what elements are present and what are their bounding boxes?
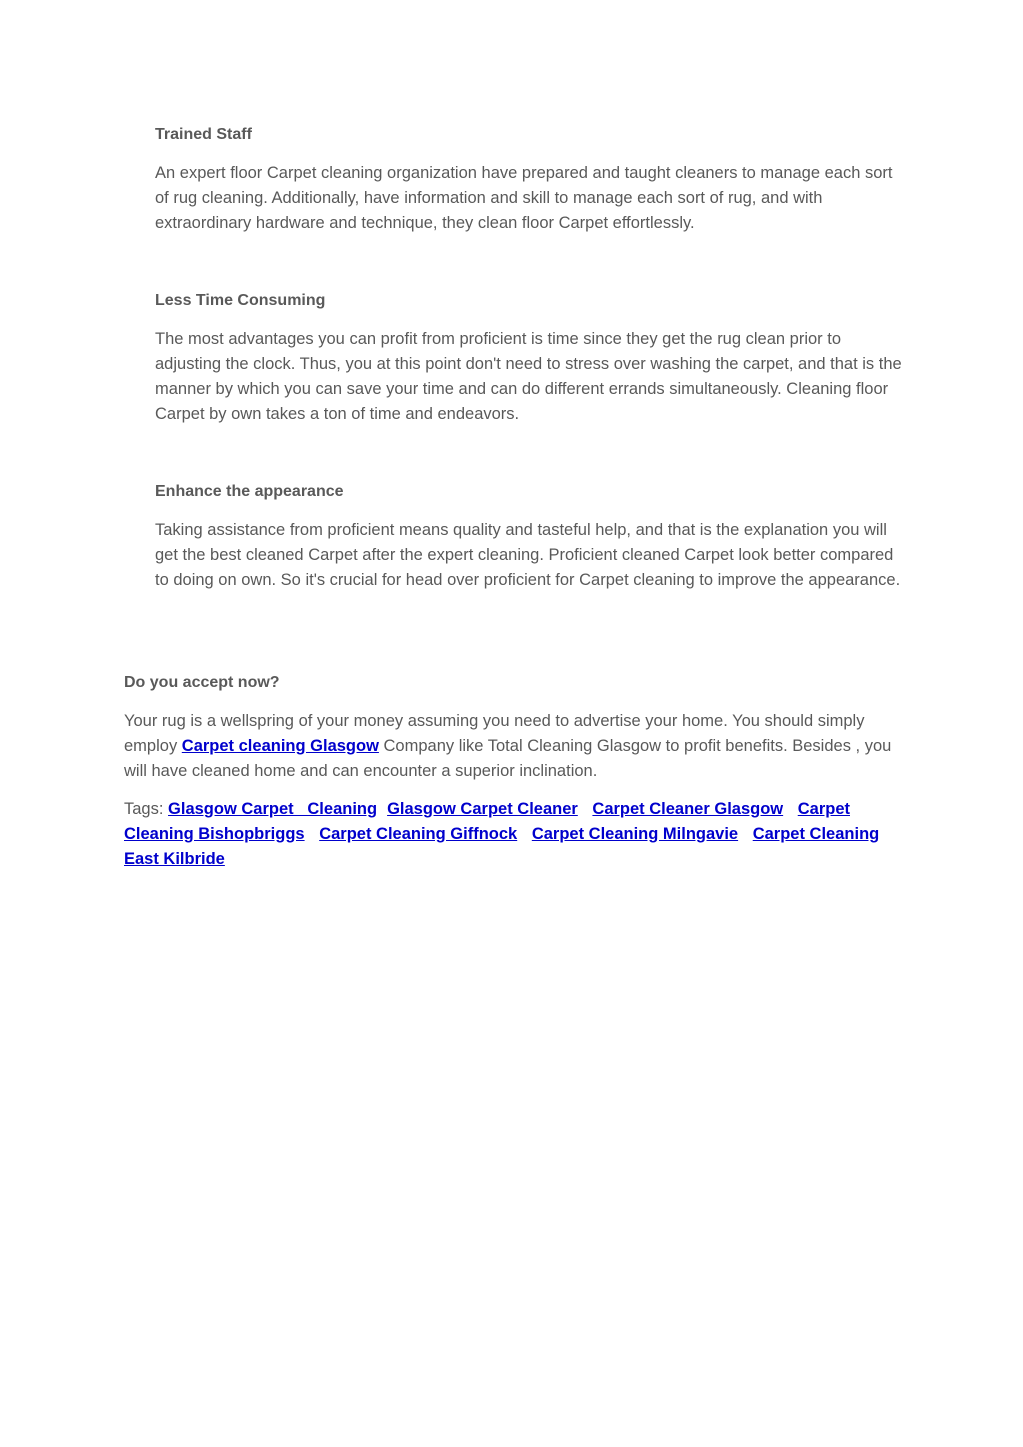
conclusion-text-before: Your rug is a wellspring of your money assuming you need to advertise your home. You should simply employ (124, 712, 865, 755)
section-body: Taking assistance from proficient means quality and tasteful help, and that is the explanation you will get the best cleaned Carpet after the expert cleaning. Proficient cleaned Carpet look better compared to doing on own. So it's crucial for head over proficient for Carpet cleaning to improve the appearance. (155, 521, 901, 589)
conclusion-body (124, 709, 904, 784)
conclusion-text-after: Company like Total Cleaning Glasgow to profit benefits. Besides , you will have cleaned home and can encounter a superior inclination. (124, 737, 892, 780)
section-heading: Less Time Consuming (155, 292, 326, 309)
tag-link[interactable]: Carpet Cleaning Milngavie (531, 825, 739, 843)
section-less-time-consuming (155, 291, 905, 427)
tags-list (124, 797, 904, 872)
tags-section (124, 797, 904, 872)
tag-link[interactable]: Carpet Cleaning Giffnock (319, 825, 518, 843)
section-trained-staff (155, 125, 905, 236)
tag-link[interactable]: Carpet Cleaning East Kilbride (124, 825, 880, 868)
carpet-cleaning-glasgow-link[interactable]: Carpet cleaning Glasgow (181, 737, 379, 755)
tag-link[interactable]: Glasgow Carpet Cleaner (387, 800, 578, 818)
tag-link[interactable]: Carpet Cleaning Bishopbriggs (124, 800, 850, 843)
tag-link[interactable]: Glasgow Carpet Cleaning (168, 800, 378, 818)
tag-link[interactable]: Carpet Cleaner Glasgow (592, 800, 784, 818)
conclusion-heading: Do you accept now? (124, 674, 280, 691)
conclusion-section (124, 673, 904, 784)
section-body: The most advantages you can profit from proficient is time since they get the rug clean prior to adjusting the clock. Thus, you at this point don't need to stress over washing the carpet, and that is the manner by which you can save your time and can do different errands simultaneously. Cleaning floor Carpet by own takes a ton of time and endeavors. (155, 330, 902, 423)
tags-label: Tags: (124, 800, 169, 818)
section-enhance-appearance (155, 482, 905, 593)
section-body: An expert floor Carpet cleaning organization have prepared and taught cleaners to manage each sort of rug cleaning. Additionally, have information and skill to manage each sort of rug, and with extraordinary hardware and technique, they clean floor Carpet effortlessly. (155, 164, 893, 232)
section-heading: Trained Staff (155, 126, 252, 143)
section-heading: Enhance the appearance (155, 483, 344, 500)
